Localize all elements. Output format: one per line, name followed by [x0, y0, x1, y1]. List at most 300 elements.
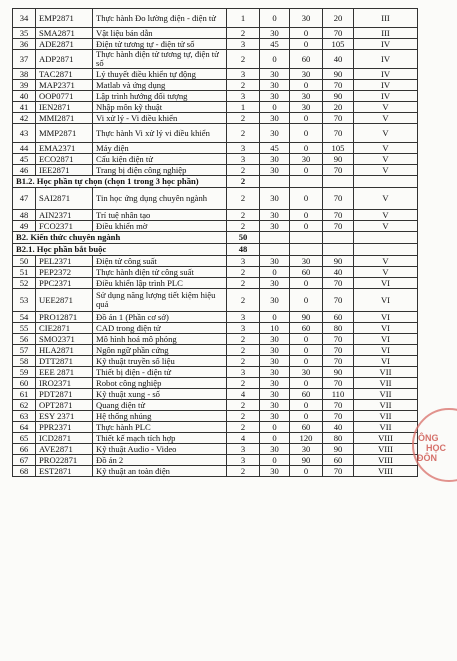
cell-name: Thực hành điện tử công suất — [93, 267, 227, 278]
cell-code: PRO22871 — [36, 455, 93, 466]
cell-stt: 62 — [13, 400, 36, 411]
cell-stt: 50 — [13, 256, 36, 267]
cell-tc: 1 — [227, 102, 260, 113]
cell-name: Lý thuyết điều khiển tự động — [93, 69, 227, 80]
cell-hk: IV — [354, 80, 418, 91]
cell-stt: 42 — [13, 113, 36, 124]
cell-th: 0 — [290, 356, 323, 367]
table-row — [13, 378, 418, 389]
cell-lt: 30 — [260, 345, 290, 356]
cell-hk: VI — [354, 312, 418, 323]
table-row — [13, 345, 418, 356]
cell-title: B1.2. Học phần tự chọn (chọn 1 trong 3 học phần) — [13, 176, 227, 188]
cell-tc: 3 — [227, 39, 260, 50]
cell-code: PPC2371 — [36, 278, 93, 289]
cell-lt: 30 — [260, 154, 290, 165]
cell-code: SMA2871 — [36, 28, 93, 39]
cell-th: 60 — [290, 422, 323, 433]
cell-lt: 0 — [260, 267, 290, 278]
cell-name: Thiết kế mạch tích hợp — [93, 433, 227, 444]
cell-code: ADE2871 — [36, 39, 93, 50]
cell-tu: 40 — [323, 267, 354, 278]
cell-empty — [290, 232, 323, 244]
cell-stt: 41 — [13, 102, 36, 113]
cell-th: 0 — [290, 278, 323, 289]
cell-tc: 2 — [227, 124, 260, 143]
table-row — [13, 455, 418, 466]
cell-tu: 80 — [323, 323, 354, 334]
cell-hk: V — [354, 124, 418, 143]
cell-name: Lập trình hướng đối tượng — [93, 91, 227, 102]
table-row — [13, 289, 418, 312]
cell-th: 30 — [290, 444, 323, 455]
cell-code: OPT2871 — [36, 400, 93, 411]
cell-th: 30 — [290, 367, 323, 378]
cell-stt: 64 — [13, 422, 36, 433]
cell-stt: 56 — [13, 334, 36, 345]
cell-hk: IV — [354, 50, 418, 69]
cell-name: Hệ thống nhúng — [93, 411, 227, 422]
cell-tc: 3 — [227, 312, 260, 323]
table-row — [13, 466, 418, 477]
cell-th: 60 — [290, 323, 323, 334]
cell-code: MMI2871 — [36, 113, 93, 124]
cell-name: Điều khiển lập trình PLC — [93, 278, 227, 289]
cell-tu: 70 — [323, 113, 354, 124]
cell-hk: V — [354, 188, 418, 210]
cell-stt: 39 — [13, 80, 36, 91]
table-row — [13, 221, 418, 232]
cell-name: Vật liệu bán dẫn — [93, 28, 227, 39]
table-row — [13, 312, 418, 323]
cell-code: IEN2871 — [36, 102, 93, 113]
cell-stt: 60 — [13, 378, 36, 389]
cell-code: IRO2371 — [36, 378, 93, 389]
cell-code: SAI2871 — [36, 188, 93, 210]
cell-name: Robot công nghiệp — [93, 378, 227, 389]
cell-name: Nhập môn kỹ thuật — [93, 102, 227, 113]
cell-tc: 3 — [227, 367, 260, 378]
cell-lt: 30 — [260, 210, 290, 221]
cell-name: Thực hành PLC — [93, 422, 227, 433]
cell-empty — [290, 244, 323, 256]
seal-text-line: ĐÔN — [417, 453, 437, 463]
cell-lt: 30 — [260, 334, 290, 345]
cell-name: Kỹ thuật truyền số liệu — [93, 356, 227, 367]
cell-name: Matlab và ứng dụng — [93, 80, 227, 91]
cell-stt: 49 — [13, 221, 36, 232]
cell-empty — [260, 244, 290, 256]
cell-lt: 30 — [260, 378, 290, 389]
cell-lt: 30 — [260, 466, 290, 477]
cell-tc: 2 — [227, 378, 260, 389]
cell-code: AVE2871 — [36, 444, 93, 455]
cell-tu: 90 — [323, 91, 354, 102]
cell-stt: 44 — [13, 143, 36, 154]
cell-hk: VI — [354, 334, 418, 345]
cell-th: 0 — [290, 289, 323, 312]
cell-stt: 54 — [13, 312, 36, 323]
table-row — [13, 323, 418, 334]
cell-name: Trang bị điện công nghiệp — [93, 165, 227, 176]
cell-th: 60 — [290, 389, 323, 400]
cell-code: ECO2871 — [36, 154, 93, 165]
cell-tc: 3 — [227, 91, 260, 102]
table-row — [13, 433, 418, 444]
table-row — [13, 39, 418, 50]
cell-code: UEE2871 — [36, 289, 93, 312]
cell-tc: 3 — [227, 323, 260, 334]
cell-tu: 20 — [323, 102, 354, 113]
cell-th: 0 — [290, 345, 323, 356]
cell-stt: 58 — [13, 356, 36, 367]
cell-hk: III — [354, 9, 418, 28]
cell-empty — [290, 176, 323, 188]
cell-code: PDT2871 — [36, 389, 93, 400]
cell-stt: 57 — [13, 345, 36, 356]
cell-code: OOP0771 — [36, 91, 93, 102]
cell-tc: 2 — [227, 334, 260, 345]
cell-hk: V — [354, 154, 418, 165]
curriculum-table-body — [13, 9, 418, 477]
cell-code: TAC2871 — [36, 69, 93, 80]
cell-lt: 0 — [260, 9, 290, 28]
cell-hk: V — [354, 165, 418, 176]
cell-tc: 2 — [227, 210, 260, 221]
cell-lt: 30 — [260, 400, 290, 411]
cell-tu: 90 — [323, 69, 354, 80]
cell-empty — [354, 176, 418, 188]
table-row — [13, 124, 418, 143]
cell-tc: 2 — [227, 400, 260, 411]
cell-lt: 30 — [260, 91, 290, 102]
cell-tu: 90 — [323, 154, 354, 165]
cell-tu: 70 — [323, 411, 354, 422]
cell-stt: 65 — [13, 433, 36, 444]
cell-th: 60 — [290, 50, 323, 69]
cell-code: PEP2372 — [36, 267, 93, 278]
cell-hk: VII — [354, 411, 418, 422]
cell-lt: 30 — [260, 165, 290, 176]
cell-tc: 3 — [227, 455, 260, 466]
table-row — [13, 143, 418, 154]
cell-tu: 80 — [323, 433, 354, 444]
cell-tu: 110 — [323, 389, 354, 400]
cell-hk: V — [354, 221, 418, 232]
cell-tu: 70 — [323, 210, 354, 221]
cell-th: 0 — [290, 143, 323, 154]
cell-code: FCO2371 — [36, 221, 93, 232]
cell-th: 0 — [290, 210, 323, 221]
cell-name: Tin học ứng dụng chuyên ngành — [93, 188, 227, 210]
cell-tc: 2 — [227, 176, 260, 188]
cell-tu: 70 — [323, 165, 354, 176]
cell-tu: 70 — [323, 400, 354, 411]
cell-th: 0 — [290, 28, 323, 39]
cell-code: MAP2371 — [36, 80, 93, 91]
cell-name: Kỹ thuật xung - số — [93, 389, 227, 400]
cell-lt: 45 — [260, 39, 290, 50]
cell-stt: 43 — [13, 124, 36, 143]
cell-empty — [354, 244, 418, 256]
cell-tu: 90 — [323, 367, 354, 378]
cell-name: Điện tử công suất — [93, 256, 227, 267]
cell-code: SMO2371 — [36, 334, 93, 345]
cell-tu: 105 — [323, 143, 354, 154]
official-seal-stamp — [412, 408, 457, 482]
cell-lt: 0 — [260, 455, 290, 466]
cell-th: 30 — [290, 256, 323, 267]
cell-tu: 70 — [323, 334, 354, 345]
cell-tu: 70 — [323, 80, 354, 91]
cell-stt: 48 — [13, 210, 36, 221]
cell-code: ICD2871 — [36, 433, 93, 444]
table-row — [13, 422, 418, 433]
cell-tc: 2 — [227, 165, 260, 176]
cell-tc: 2 — [227, 28, 260, 39]
cell-stt: 61 — [13, 389, 36, 400]
cell-name: Trí tuệ nhân tạo — [93, 210, 227, 221]
cell-tc: 4 — [227, 433, 260, 444]
cell-code: EEE 2871 — [36, 367, 93, 378]
cell-th: 0 — [290, 221, 323, 232]
cell-stt: 45 — [13, 154, 36, 165]
cell-th: 30 — [290, 154, 323, 165]
cell-th: 0 — [290, 113, 323, 124]
cell-lt: 30 — [260, 124, 290, 143]
cell-lt: 0 — [260, 312, 290, 323]
cell-stt: 47 — [13, 188, 36, 210]
table-row — [13, 356, 418, 367]
cell-name: Đồ án 2 — [93, 455, 227, 466]
cell-lt: 30 — [260, 256, 290, 267]
cell-stt: 35 — [13, 28, 36, 39]
cell-hk: VI — [354, 278, 418, 289]
cell-tu: 90 — [323, 256, 354, 267]
cell-th: 30 — [290, 102, 323, 113]
cell-stt: 51 — [13, 267, 36, 278]
cell-code: CIE2871 — [36, 323, 93, 334]
cell-name: Mô hình hoá mô phỏng — [93, 334, 227, 345]
cell-title: B2.1. Học phần bắt buộc — [13, 244, 227, 256]
cell-stt: 67 — [13, 455, 36, 466]
cell-hk: VIII — [354, 433, 418, 444]
cell-th: 0 — [290, 378, 323, 389]
table-row — [13, 80, 418, 91]
cell-name: Máy điện — [93, 143, 227, 154]
cell-code: EMA2371 — [36, 143, 93, 154]
cell-name: Điều khiển mờ — [93, 221, 227, 232]
cell-lt: 30 — [260, 80, 290, 91]
cell-code: IEE2871 — [36, 165, 93, 176]
cell-hk: VII — [354, 422, 418, 433]
cell-code: PPR2371 — [36, 422, 93, 433]
cell-hk: IV — [354, 39, 418, 50]
cell-th: 30 — [290, 69, 323, 80]
cell-stt: 53 — [13, 289, 36, 312]
table-row — [13, 411, 418, 422]
cell-lt: 0 — [260, 102, 290, 113]
cell-th: 0 — [290, 466, 323, 477]
cell-name: Thiết bị điện - điện tử — [93, 367, 227, 378]
cell-tc: 3 — [227, 154, 260, 165]
cell-tc: 3 — [227, 444, 260, 455]
cell-stt: 52 — [13, 278, 36, 289]
cell-tc: 50 — [227, 232, 260, 244]
cell-hk: VIII — [354, 466, 418, 477]
cell-empty — [354, 232, 418, 244]
table-row — [13, 165, 418, 176]
cell-stt: 63 — [13, 411, 36, 422]
cell-th: 0 — [290, 124, 323, 143]
cell-hk: VII — [354, 389, 418, 400]
cell-th: 0 — [290, 80, 323, 91]
cell-empty — [323, 232, 354, 244]
cell-lt: 30 — [260, 289, 290, 312]
table-row — [13, 334, 418, 345]
cell-hk: VII — [354, 400, 418, 411]
table-row — [13, 113, 418, 124]
cell-empty — [323, 244, 354, 256]
cell-tc: 2 — [227, 113, 260, 124]
cell-lt: 0 — [260, 422, 290, 433]
table-row — [13, 256, 418, 267]
cell-th: 30 — [290, 91, 323, 102]
cell-tu: 60 — [323, 312, 354, 323]
cell-stt: 55 — [13, 323, 36, 334]
cell-tu: 40 — [323, 422, 354, 433]
table-row — [13, 69, 418, 80]
cell-lt: 30 — [260, 389, 290, 400]
cell-tu: 60 — [323, 455, 354, 466]
cell-tc: 2 — [227, 289, 260, 312]
cell-th: 90 — [290, 312, 323, 323]
cell-stt: 68 — [13, 466, 36, 477]
cell-th: 0 — [290, 165, 323, 176]
cell-tc: 2 — [227, 345, 260, 356]
cell-lt: 30 — [260, 356, 290, 367]
cell-lt: 30 — [260, 113, 290, 124]
cell-tc: 2 — [227, 356, 260, 367]
cell-lt: 30 — [260, 367, 290, 378]
cell-tu: 70 — [323, 378, 354, 389]
cell-tu: 70 — [323, 188, 354, 210]
cell-name: Thực hành Đo lường điện - điện tử — [93, 9, 227, 28]
cell-hk: VII — [354, 367, 418, 378]
cell-tu: 70 — [323, 345, 354, 356]
seal-text-line: HỌC — [426, 443, 446, 453]
cell-hk: V — [354, 210, 418, 221]
cell-tc: 4 — [227, 389, 260, 400]
cell-th: 30 — [290, 9, 323, 28]
section-header-row — [13, 232, 418, 244]
cell-code: ESY 2371 — [36, 411, 93, 422]
cell-stt: 66 — [13, 444, 36, 455]
table-row — [13, 444, 418, 455]
cell-hk: V — [354, 256, 418, 267]
cell-tu: 70 — [323, 466, 354, 477]
table-row — [13, 278, 418, 289]
cell-hk: V — [354, 267, 418, 278]
cell-tc: 2 — [227, 278, 260, 289]
cell-name: Ngôn ngữ phần cứng — [93, 345, 227, 356]
cell-hk: VIII — [354, 455, 418, 466]
cell-name: Kỹ thuật an toàn điện — [93, 466, 227, 477]
cell-lt: 30 — [260, 28, 290, 39]
cell-code: AIN2371 — [36, 210, 93, 221]
cell-stt: 37 — [13, 50, 36, 69]
seal-text-line: ÔNG — [418, 433, 439, 443]
cell-tc: 3 — [227, 143, 260, 154]
cell-th: 0 — [290, 39, 323, 50]
cell-th: 120 — [290, 433, 323, 444]
cell-stt: 38 — [13, 69, 36, 80]
cell-tu: 70 — [323, 289, 354, 312]
cell-name: Điện tử tương tự - điện tử số — [93, 39, 227, 50]
cell-th: 0 — [290, 400, 323, 411]
cell-tu: 70 — [323, 28, 354, 39]
cell-stt: 36 — [13, 39, 36, 50]
cell-tc: 2 — [227, 267, 260, 278]
cell-tu: 20 — [323, 9, 354, 28]
cell-lt: 0 — [260, 433, 290, 444]
cell-code: ADP2871 — [36, 50, 93, 69]
cell-name: Cấu kiện điện tử — [93, 154, 227, 165]
cell-empty — [323, 176, 354, 188]
cell-lt: 30 — [260, 221, 290, 232]
cell-hk: IV — [354, 69, 418, 80]
cell-tu: 40 — [323, 50, 354, 69]
cell-tc: 2 — [227, 221, 260, 232]
table-row — [13, 210, 418, 221]
table-row — [13, 400, 418, 411]
cell-empty — [260, 232, 290, 244]
cell-code: EMP2871 — [36, 9, 93, 28]
cell-tc: 2 — [227, 411, 260, 422]
cell-hk: VIII — [354, 444, 418, 455]
cell-hk: III — [354, 28, 418, 39]
cell-stt: 34 — [13, 9, 36, 28]
cell-th: 60 — [290, 267, 323, 278]
table-row — [13, 9, 418, 28]
cell-lt: 30 — [260, 278, 290, 289]
cell-hk: VII — [354, 378, 418, 389]
cell-tu: 70 — [323, 356, 354, 367]
cell-tu: 105 — [323, 39, 354, 50]
cell-th: 0 — [290, 334, 323, 345]
cell-hk: V — [354, 102, 418, 113]
cell-lt: 30 — [260, 69, 290, 80]
cell-hk: VI — [354, 345, 418, 356]
cell-tu: 70 — [323, 124, 354, 143]
cell-name: Kỹ thuật Audio - Video — [93, 444, 227, 455]
cell-tu: 70 — [323, 221, 354, 232]
cell-lt: 0 — [260, 50, 290, 69]
cell-name: Thực hành Vi xử lý vi điều khiển — [93, 124, 227, 143]
cell-code: DTT2871 — [36, 356, 93, 367]
cell-stt: 59 — [13, 367, 36, 378]
cell-tc: 3 — [227, 69, 260, 80]
cell-tu: 70 — [323, 278, 354, 289]
cell-code: PEL2371 — [36, 256, 93, 267]
cell-code: PRO12871 — [36, 312, 93, 323]
curriculum-table — [12, 8, 418, 477]
table-row — [13, 28, 418, 39]
cell-name: Quang điện tử — [93, 400, 227, 411]
section-header-row — [13, 176, 418, 188]
cell-hk: V — [354, 143, 418, 154]
cell-hk: VI — [354, 323, 418, 334]
